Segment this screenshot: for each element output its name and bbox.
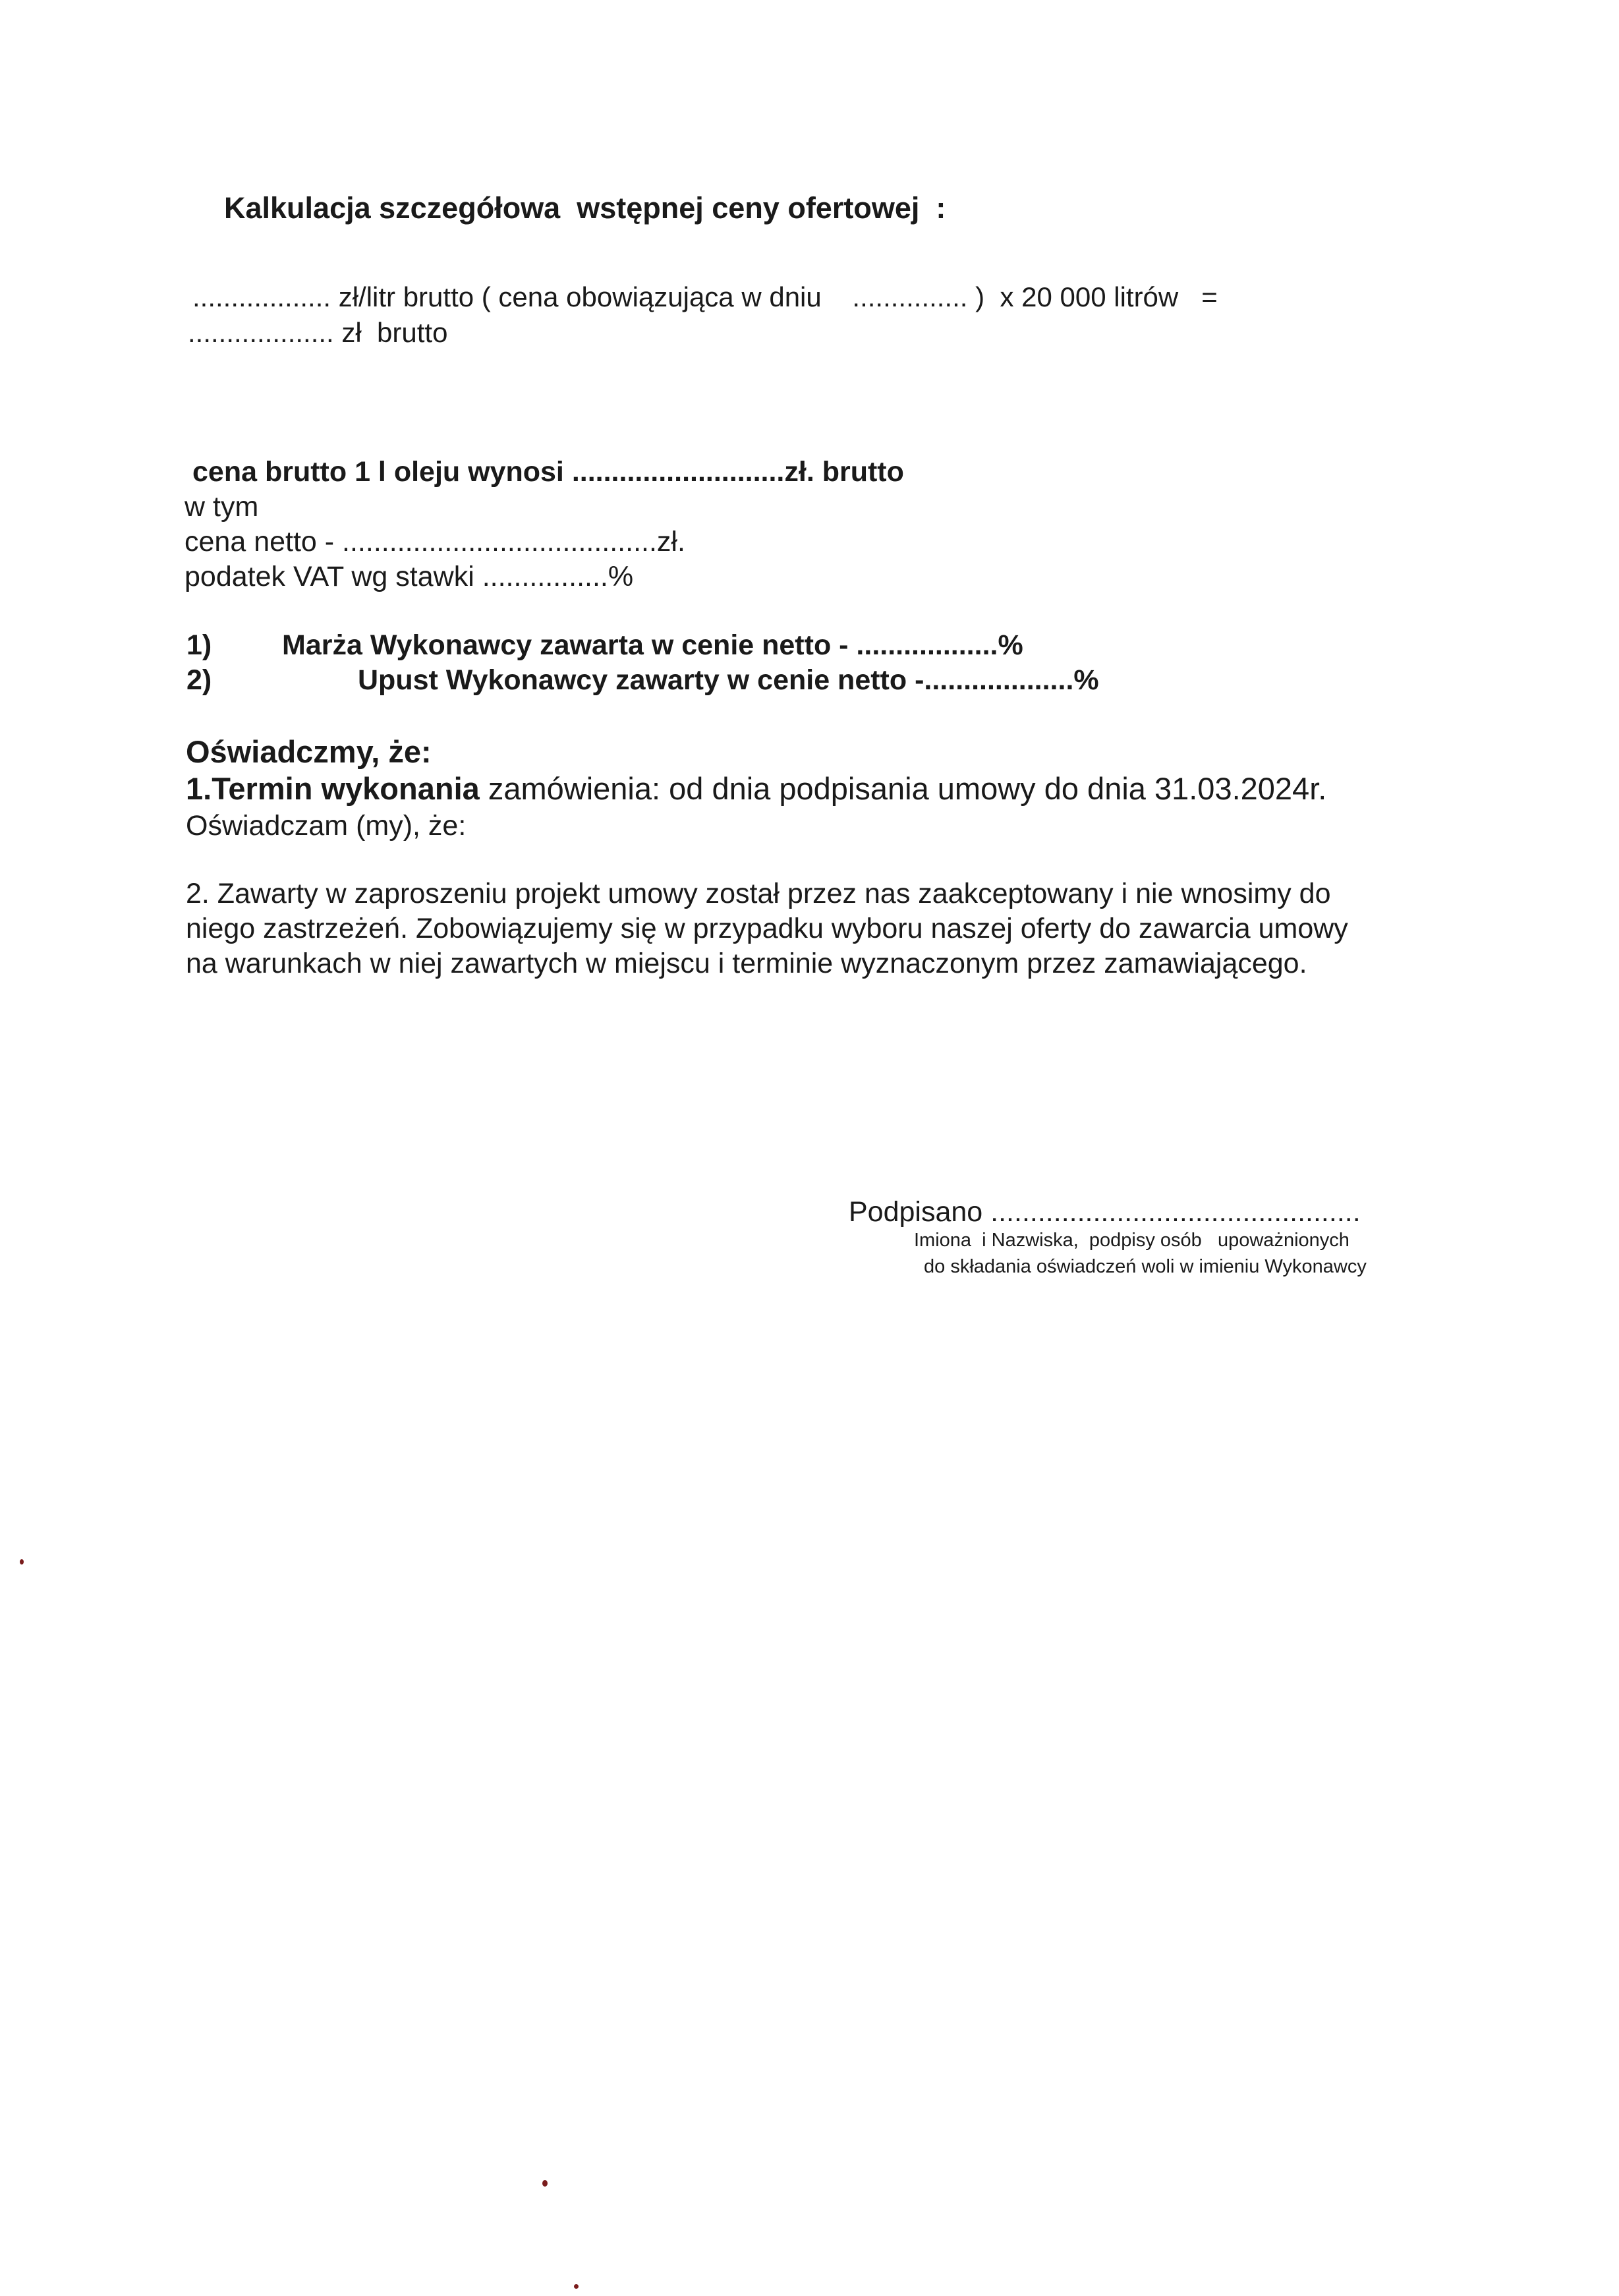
calculation-line-1: .................. zł/litr brutto ( cena obowiązująca w dniu ............... ) x 20 000 litrów = [192,281,1218,312]
document-heading: Kalkulacja szczegółowa wstępnej ceny ofertowej : [224,191,946,225]
item-1-margin-line: Marża Wykonawcy zawarta w cenie netto - ..................% [282,629,1023,661]
signature-note-line-1: Imiona i Nazwiska, podpisy osób upoważnionych [914,1230,1349,1251]
scan-speck [574,2284,579,2289]
paragraph-2-line-2: niego zastrzeżeń. Zobowiązujemy się w przypadku wyboru naszej oferty do zawarcia umowy [186,913,1348,944]
declaration-subheading: Oświadczam (my), że: [186,810,467,842]
vat-rate-line: podatek VAT wg stawki ................% [185,561,634,592]
signature-line: Podpisano ............................................... [849,1196,1361,1228]
item-1-number: 1) [186,629,212,661]
net-price-line: cena netto - ........................................zł. [185,526,685,558]
term-label: 1.Termin wykonania [186,771,480,806]
term-text: zamówienia: od dnia podpisania umowy do dnia 31.03.2024r. [479,771,1327,806]
price-per-liter-line: cena brutto 1 l oleju wynosi ...........................zł. brutto [192,456,904,488]
item-2-number: 2) [186,664,212,696]
declaration-heading: Oświadczmy, że: [186,734,432,769]
signature-note-line-2: do składania oświadczeń woli w imieniu Wykonawcy [924,1256,1367,1277]
term-line [186,773,1326,804]
w-tym-label: w tym [185,491,259,523]
item-2-discount-line: Upust Wykonawcy zawarty w cenie netto -...................% [358,664,1099,696]
calculation-line-2: ................... zł brutto [188,317,448,348]
paragraph-2-line-3: na warunkach w niej zawartych w miejscu i terminie wyznaczonym przez zamawiającego. [186,948,1307,979]
scan-speck [20,1559,24,1564]
paragraph-2-line-1: 2. Zawarty w zaproszeniu projekt umowy został przez nas zaakceptowany i nie wnosimy do [186,878,1331,909]
scan-speck [542,2180,548,2187]
